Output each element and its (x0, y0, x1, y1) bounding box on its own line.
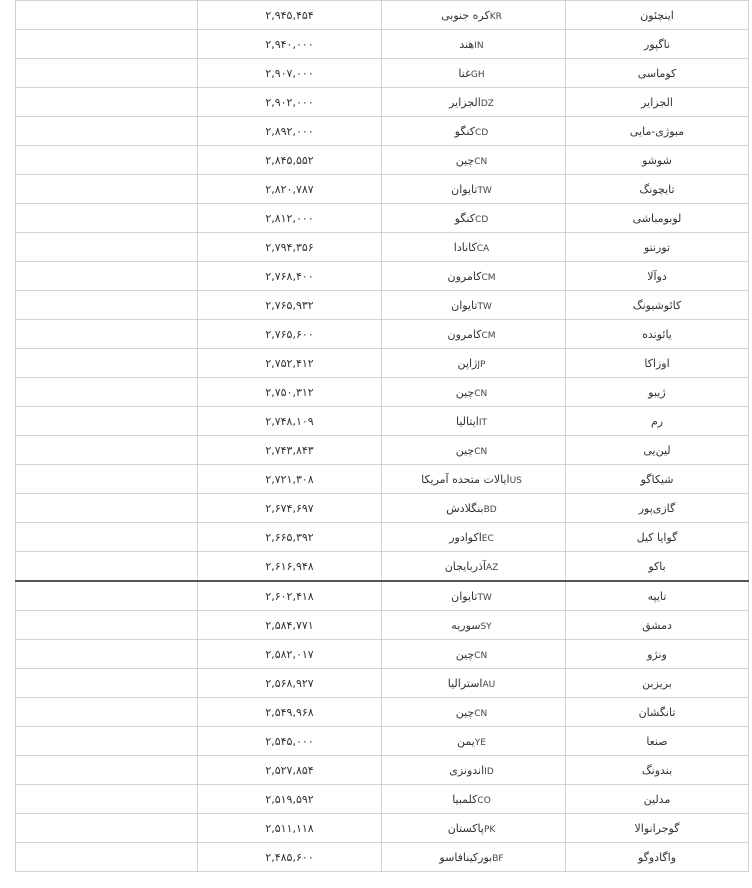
empty-cell (16, 1, 198, 30)
population-cell: ۲,۸۴۵,۵۵۲ (198, 146, 382, 175)
country-cell (382, 175, 566, 204)
table-row (16, 320, 749, 349)
country-name: کامرون (447, 327, 482, 341)
city-cell: مبوژی-مایی (566, 117, 749, 146)
population-cell: ۲,۷۴۳,۸۴۳ (198, 436, 382, 465)
country-name: تایوان (451, 298, 478, 312)
table-row (16, 669, 749, 698)
empty-cell (16, 669, 198, 698)
country-name: استرالیا (447, 676, 483, 690)
country-name: سوریه (451, 618, 481, 632)
country-cell (382, 756, 566, 785)
empty-cell (16, 262, 198, 291)
country-cell (382, 146, 566, 175)
country-name: بنگلادش (446, 501, 484, 515)
table-row (16, 756, 749, 785)
country-name: پاکستان (447, 821, 484, 835)
empty-cell (16, 756, 198, 785)
population-cell: ۲,۷۴۸,۱۰۹ (198, 407, 382, 436)
country-code: JP (477, 359, 486, 370)
city-population-table (15, 0, 749, 872)
country-cell (382, 640, 566, 669)
table-row (16, 581, 749, 611)
table-row (16, 88, 749, 117)
country-name: کره جنوبی (441, 8, 490, 22)
country-name: کلمبیا (452, 792, 478, 806)
country-name: کامرون (447, 269, 482, 283)
country-code: IN (474, 40, 484, 51)
country-cell (382, 30, 566, 59)
table-row (16, 814, 749, 843)
country-code: EC (481, 533, 494, 544)
table-row (16, 785, 749, 814)
country-cell (382, 727, 566, 756)
city-cell: شوشو (566, 146, 749, 175)
city-cell: دوآلا (566, 262, 749, 291)
country-cell (382, 262, 566, 291)
city-cell: بندونگ (566, 756, 749, 785)
country-name: چین (455, 647, 475, 661)
city-cell: گوایا کیل (566, 523, 749, 552)
table-row (16, 204, 749, 233)
population-cell: ۲,۹۴۵,۴۵۴ (198, 1, 382, 30)
empty-cell (16, 494, 198, 523)
empty-cell (16, 436, 198, 465)
empty-cell (16, 727, 198, 756)
country-name: ژاپن (457, 356, 478, 370)
city-cell: گازی‌پور (566, 494, 749, 523)
country-name: یمن (457, 734, 475, 748)
empty-cell (16, 814, 198, 843)
country-cell (382, 698, 566, 727)
city-cell: تایپه (566, 581, 749, 611)
population-cell: ۲,۷۵۰,۳۱۲ (198, 378, 382, 407)
country-code: TW (477, 301, 492, 312)
city-cell: کائوشیونگ (566, 291, 749, 320)
country-name: تایوان (451, 589, 478, 603)
empty-cell (16, 640, 198, 669)
population-cell: ۲,۸۲۰,۷۸۷ (198, 175, 382, 204)
table-row (16, 698, 749, 727)
table-row (16, 1, 749, 30)
population-cell: ۲,۹۰۲,۰۰۰ (198, 88, 382, 117)
country-name: اندونزی (449, 763, 485, 777)
city-cell: ژیبو (566, 378, 749, 407)
country-code: DZ (480, 98, 494, 109)
population-cell: ۲,۷۶۵,۶۰۰ (198, 320, 382, 349)
population-cell: ۲,۶۷۴,۶۹۷ (198, 494, 382, 523)
empty-cell (16, 320, 198, 349)
city-cell: اوزاکا (566, 349, 749, 378)
population-cell: ۲,۹۴۰,۰۰۰ (198, 30, 382, 59)
table-row (16, 117, 749, 146)
city-cell: لین‌یی (566, 436, 749, 465)
empty-cell (16, 698, 198, 727)
country-code: IT (478, 417, 487, 428)
country-name: ایتالیا (456, 414, 479, 428)
country-code: CD (475, 214, 489, 225)
country-name: چین (455, 385, 475, 399)
country-cell (382, 407, 566, 436)
country-cell (382, 843, 566, 872)
country-code: CN (474, 446, 488, 457)
country-code: CN (474, 156, 488, 167)
country-name: کنگو (454, 124, 476, 138)
population-cell: ۲,۷۹۴,۳۵۶ (198, 233, 382, 262)
table-row (16, 233, 749, 262)
table-row (16, 59, 749, 88)
country-cell (382, 378, 566, 407)
population-cell: ۲,۷۶۸,۴۰۰ (198, 262, 382, 291)
country-code: SY (480, 621, 492, 632)
country-name: اکوادور (449, 530, 482, 544)
city-cell: صنعا (566, 727, 749, 756)
table-row (16, 523, 749, 552)
city-cell: اینچئون (566, 1, 749, 30)
table-row (16, 378, 749, 407)
country-cell (382, 552, 566, 582)
table-row (16, 843, 749, 872)
country-name: الجزایر (449, 95, 481, 109)
empty-cell (16, 465, 198, 494)
country-name: آذربایجان (444, 559, 486, 573)
country-name: کنگو (454, 211, 476, 225)
city-cell: ناگپور (566, 30, 749, 59)
table-row (16, 727, 749, 756)
population-cell: ۲,۵۲۷,۸۵۴ (198, 756, 382, 785)
country-code: AZ (485, 562, 499, 573)
table-row (16, 494, 749, 523)
country-name: چین (455, 153, 475, 167)
country-name: هند (459, 37, 475, 51)
city-cell: الجزایر (566, 88, 749, 117)
empty-cell (16, 233, 198, 262)
country-name: چین (455, 443, 475, 457)
country-code: CA (476, 243, 490, 254)
empty-cell (16, 59, 198, 88)
country-name: کانادا (453, 240, 477, 254)
empty-cell (16, 552, 198, 582)
city-cell: رم (566, 407, 749, 436)
city-cell: واگادوگو (566, 843, 749, 872)
population-cell: ۲,۴۸۵,۶۰۰ (198, 843, 382, 872)
country-code: CM (481, 330, 496, 341)
country-cell (382, 814, 566, 843)
country-cell (382, 88, 566, 117)
population-cell: ۲,۷۲۱,۳۰۸ (198, 465, 382, 494)
empty-cell (16, 88, 198, 117)
empty-cell (16, 291, 198, 320)
empty-cell (16, 349, 198, 378)
table-row (16, 262, 749, 291)
country-code: BF (492, 853, 504, 864)
table-row (16, 640, 749, 669)
table-row (16, 291, 749, 320)
population-cell: ۲,۵۱۹,۵۹۲ (198, 785, 382, 814)
population-cell: ۲,۶۰۲,۴۱۸ (198, 581, 382, 611)
table-row (16, 30, 749, 59)
city-cell: تایچونگ (566, 175, 749, 204)
empty-cell (16, 407, 198, 436)
empty-cell (16, 523, 198, 552)
country-cell (382, 204, 566, 233)
population-cell: ۲,۵۴۹,۹۶۸ (198, 698, 382, 727)
empty-cell (16, 581, 198, 611)
population-cell: ۲,۵۶۸,۹۲۷ (198, 669, 382, 698)
population-cell: ۲,۵۱۱,۱۱۸ (198, 814, 382, 843)
country-code: CD (475, 127, 489, 138)
country-cell (382, 233, 566, 262)
country-name: غنا (458, 66, 471, 80)
city-cell: تورنتو (566, 233, 749, 262)
country-cell (382, 465, 566, 494)
table-row (16, 146, 749, 175)
country-cell (382, 785, 566, 814)
table-row (16, 436, 749, 465)
population-cell: ۲,۵۸۴,۷۷۱ (198, 611, 382, 640)
city-cell: یائونده (566, 320, 749, 349)
empty-cell (16, 146, 198, 175)
table-row (16, 349, 749, 378)
country-name: تایوان (451, 182, 478, 196)
empty-cell (16, 843, 198, 872)
city-cell: گوجرانوالا (566, 814, 749, 843)
city-cell: باکو (566, 552, 749, 582)
city-cell: دمشق (566, 611, 749, 640)
city-cell: ونژو (566, 640, 749, 669)
country-code: BD (483, 504, 497, 515)
city-cell: مدلین (566, 785, 749, 814)
country-code: CN (474, 650, 488, 661)
population-cell: ۲,۶۶۵,۳۹۲ (198, 523, 382, 552)
population-cell: ۲,۷۶۵,۹۳۲ (198, 291, 382, 320)
empty-cell (16, 30, 198, 59)
country-code: KR (489, 11, 502, 22)
population-cell: ۲,۷۵۲,۴۱۲ (198, 349, 382, 378)
population-cell: ۲,۸۹۲,۰۰۰ (198, 117, 382, 146)
country-code: US (509, 475, 522, 486)
population-cell: ۲,۹۰۷,۰۰۰ (198, 59, 382, 88)
country-cell (382, 117, 566, 146)
country-cell (382, 669, 566, 698)
country-cell (382, 611, 566, 640)
table-body (16, 1, 749, 872)
empty-cell (16, 378, 198, 407)
table-row (16, 611, 749, 640)
country-name: بورکینافاسو (439, 850, 493, 864)
country-cell (382, 349, 566, 378)
country-code: CN (474, 708, 488, 719)
country-cell (382, 291, 566, 320)
country-cell (382, 523, 566, 552)
country-cell (382, 581, 566, 611)
population-cell: ۲,۸۱۲,۰۰۰ (198, 204, 382, 233)
city-cell: بریزبن (566, 669, 749, 698)
empty-cell (16, 611, 198, 640)
empty-cell (16, 117, 198, 146)
city-cell: کوماسی (566, 59, 749, 88)
country-code: CN (474, 388, 488, 399)
table-row (16, 175, 749, 204)
country-code: AU (482, 679, 496, 690)
country-code: CM (481, 272, 496, 283)
empty-cell (16, 785, 198, 814)
country-code: TW (477, 592, 492, 603)
country-code: YE (474, 737, 486, 748)
city-cell: شیکاگو (566, 465, 749, 494)
empty-cell (16, 204, 198, 233)
country-code: PK (483, 824, 496, 835)
country-cell (382, 1, 566, 30)
country-code: CO (477, 795, 491, 806)
country-code: TW (477, 185, 492, 196)
population-cell: ۲,۵۴۵,۰۰۰ (198, 727, 382, 756)
table-row (16, 407, 749, 436)
table-row (16, 465, 749, 494)
country-cell (382, 320, 566, 349)
city-cell: لوبومباشی (566, 204, 749, 233)
country-cell (382, 59, 566, 88)
country-cell (382, 436, 566, 465)
population-cell: ۲,۵۸۲,۰۱۷ (198, 640, 382, 669)
country-name: چین (455, 705, 475, 719)
country-name: ایالات متحده آمریکا (421, 472, 510, 486)
country-code: GH (470, 69, 485, 80)
table-row (16, 552, 749, 582)
country-code: ID (484, 766, 494, 777)
empty-cell (16, 175, 198, 204)
city-cell: تانگشان (566, 698, 749, 727)
country-cell (382, 494, 566, 523)
population-cell: ۲,۶۱۶,۹۴۸ (198, 552, 382, 582)
